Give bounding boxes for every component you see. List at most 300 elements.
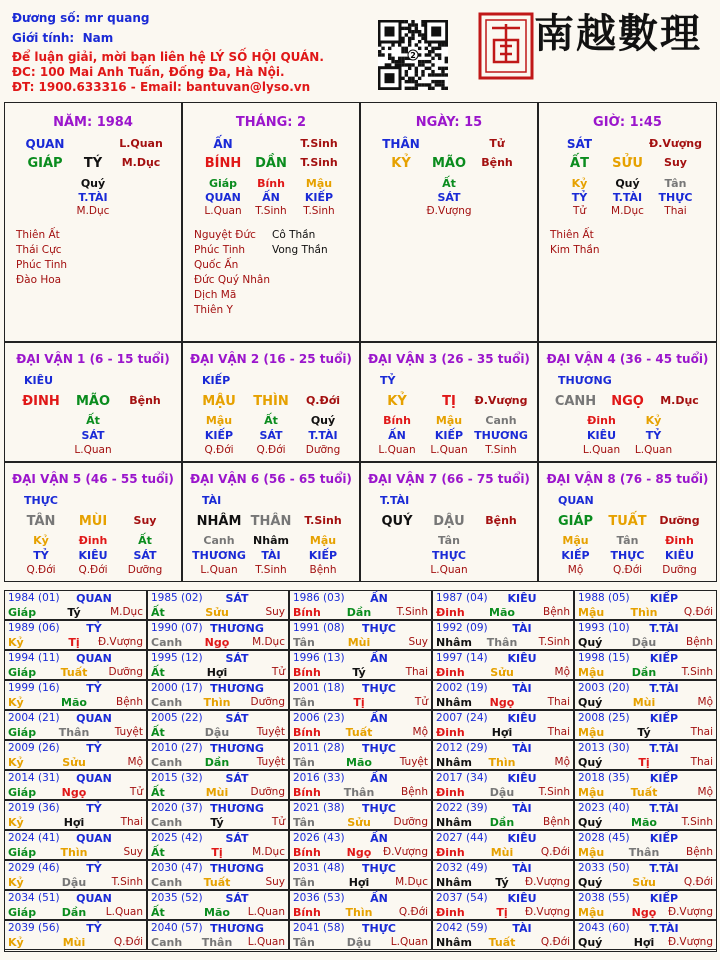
year-phase: Thai	[547, 726, 570, 738]
pillar-branch: MÃO	[431, 156, 467, 171]
year-god: TỶ	[86, 742, 102, 755]
year-branch: Tuất	[488, 936, 516, 949]
year-branch: Dần	[489, 816, 515, 829]
year-stem: Tân	[293, 876, 315, 889]
pillar-branch-phase: M.Dục	[121, 156, 161, 169]
daivan-hidden: T.Sinh	[485, 444, 517, 456]
year-stem: Mậu	[578, 606, 605, 619]
year-god: SÁT	[225, 712, 249, 725]
year-phase: Suy	[265, 606, 285, 618]
year-phase: Suy	[408, 636, 428, 648]
daivan-stem: QUÝ	[381, 514, 413, 529]
hidden-stem: Thai	[664, 205, 687, 217]
hidden-stem: Tử	[572, 205, 587, 217]
year-phase: Đ.Vượng	[382, 846, 428, 858]
year-label: 2012 (29)	[436, 742, 488, 754]
year-god: TỶ	[86, 682, 102, 695]
daivan-hidden: Q.Đới	[612, 564, 643, 576]
daivan-hidden: Nhâm	[253, 534, 289, 547]
year-stem: Nhâm	[436, 636, 472, 649]
year-god: TÀI	[512, 622, 532, 635]
hidden-stem: Giáp	[208, 177, 238, 190]
daivan-hidden: L.Quan	[200, 564, 238, 576]
daivan-phase: T.Sinh	[304, 514, 342, 527]
year-branch: Hợi	[63, 816, 85, 829]
year-label: 2009 (26)	[8, 742, 60, 754]
year-stem: Nhâm	[436, 816, 472, 829]
year-phase: Bệnh	[543, 606, 570, 618]
daivan-hidden: T.Sinh	[255, 564, 287, 576]
year-stem: Giáp	[8, 726, 37, 739]
year-branch: Thìn	[60, 846, 88, 859]
year-branch: Dậu	[61, 876, 87, 889]
year-god: THỰC	[362, 742, 396, 755]
year-stem: Giáp	[8, 606, 37, 619]
year-phase: Q.Đới	[683, 876, 713, 888]
year-branch: Thìn	[488, 756, 516, 769]
year-stem: Đinh	[436, 666, 465, 679]
year-stem: Kỷ	[8, 756, 24, 769]
year-god: QUAN	[76, 712, 112, 725]
year-branch: Dậu	[204, 726, 230, 739]
year-label: 2017 (34)	[436, 772, 488, 784]
hidden-stem: QUAN	[205, 191, 241, 204]
year-branch: Ngọ	[346, 846, 372, 859]
year-branch: Ngọ	[489, 696, 515, 709]
year-stem: Nhâm	[436, 876, 472, 889]
year-god: QUAN	[76, 592, 112, 605]
gender-label: Giới tính:	[12, 31, 75, 45]
daivan-stem: NHÂM	[196, 514, 242, 529]
year-god: THỰC	[362, 622, 396, 635]
year-god: THƯƠNG	[210, 862, 264, 875]
year-phase: M.Dục	[395, 876, 428, 888]
year-god: KIẾP	[649, 592, 679, 605]
year-stem: Giáp	[8, 906, 37, 919]
pillar-stem-phase: T.Sinh	[300, 137, 338, 150]
daivan-hidden: TỶ	[645, 429, 662, 442]
daivan-title: ĐẠI VẬN 7 (66 - 75 tuổi)	[368, 472, 530, 486]
pillar-stem: BÍNH	[204, 156, 242, 171]
hidden-stem: KIẾP	[304, 191, 334, 204]
year-branch: Tị	[211, 846, 223, 859]
year-label: 2026 (43)	[293, 832, 345, 844]
year-branch: Mùi	[205, 786, 229, 799]
year-phase: M.Dục	[252, 636, 285, 648]
year-god: KIÊU	[507, 592, 537, 605]
daivan-branch: MÃO	[75, 394, 111, 409]
year-phase: Bệnh	[116, 696, 143, 708]
year-stem: Nhâm	[436, 936, 472, 949]
daivan-hidden: Q.Đới	[26, 564, 56, 576]
year-label: 2030 (47)	[151, 862, 203, 874]
daivan-hidden: Canh	[485, 414, 517, 427]
daivan-hidden: Canh	[203, 534, 235, 547]
contact-line: Để luận giải, mời bạn liên hệ LÝ SỐ HỘI QUÁN.	[12, 50, 324, 64]
year-stem: Bính	[293, 726, 321, 739]
year-god: QUAN	[76, 892, 112, 905]
year-phase: T.Sinh	[111, 876, 143, 888]
year-branch: Thân	[628, 846, 660, 859]
year-god: ẤN	[370, 832, 388, 845]
year-phase: Đ.Vượng	[667, 936, 713, 948]
year-phase: L.Quan	[390, 936, 428, 948]
year-branch: Ngọ	[204, 636, 230, 649]
year-stem: Mậu	[578, 726, 605, 739]
year-branch: Mùi	[347, 636, 371, 649]
pillar-stem-god: QUAN	[25, 137, 65, 151]
year-branch: Tuất	[203, 876, 231, 889]
year-label: 2024 (41)	[8, 832, 60, 844]
daivan-god: QUAN	[558, 494, 594, 507]
year-stem: Canh	[151, 936, 183, 949]
year-stem: Đinh	[436, 726, 465, 739]
star-item: Nguyệt Đức	[194, 229, 256, 241]
year-god: KIẾP	[649, 712, 679, 725]
year-phase: Suy	[123, 846, 143, 858]
year-label: 2019 (36)	[8, 802, 60, 814]
year-branch: Mùi	[62, 936, 86, 949]
year-god: THƯƠNG	[210, 802, 264, 815]
year-stem: Quý	[578, 636, 603, 649]
hidden-stem: SÁT	[437, 191, 461, 204]
year-branch: Thân	[486, 636, 518, 649]
daivan-hidden: T.TÀI	[308, 429, 338, 442]
pillar-title: NĂM: 1984	[53, 115, 133, 130]
year-god: THỰC	[362, 682, 396, 695]
star-item: Kim Thần	[550, 244, 600, 256]
star-item: Đức Quý Nhân	[194, 274, 270, 286]
year-label: 1999 (16)	[8, 682, 60, 694]
year-god: TỶ	[86, 922, 102, 935]
year-label: 1991 (08)	[293, 622, 345, 634]
year-phase: L.Quan	[105, 906, 143, 918]
year-phase: Q.Đới	[540, 936, 570, 948]
daivan-hidden: ẤN	[388, 429, 406, 442]
year-label: 2040 (57)	[151, 922, 203, 934]
year-branch: Tý	[352, 666, 366, 679]
year-god: KIẾP	[649, 832, 679, 845]
pillar-stem-phase: Đ.Vượng	[648, 137, 703, 150]
pillar-title: THÁNG: 2	[235, 115, 307, 130]
daivan-stem: GIÁP	[557, 514, 594, 529]
year-label: 2023 (40)	[578, 802, 630, 814]
year-branch: Ngọ	[631, 906, 657, 919]
year-phase: T.Sinh	[538, 636, 570, 648]
year-label: 2033 (50)	[578, 862, 630, 874]
daivan-stem: ĐINH	[22, 394, 60, 409]
year-stem: Tân	[293, 816, 315, 829]
phone-email-line: ĐT: 1900.633316 - Email: bantuvan@lyso.vn	[12, 80, 311, 94]
year-god: THƯƠNG	[210, 922, 264, 935]
hidden-stem: Tân	[664, 177, 687, 190]
year-branch: Sửu	[347, 816, 371, 829]
daivan-title: ĐẠI VẬN 8 (76 - 85 tuổi)	[546, 472, 709, 486]
daivan-hidden: Kỷ	[645, 414, 662, 427]
year-phase: Đ.Vượng	[667, 906, 713, 918]
year-branch: Mão	[489, 606, 515, 619]
hidden-stem: THỰC	[658, 191, 693, 204]
year-label: 2027 (44)	[436, 832, 488, 844]
year-stem: Tân	[293, 636, 315, 649]
year-stem: Bính	[293, 786, 321, 799]
pillar-branch: SỬU	[612, 156, 643, 171]
year-stem: Quý	[578, 696, 603, 709]
logo-calligraphy: 南越數理	[534, 10, 702, 57]
pillar-title: NGÀY: 15	[415, 115, 483, 130]
pillar-branch-phase: Bệnh	[481, 156, 513, 169]
year-phase: Mộ	[412, 726, 428, 738]
daivan-phase: Bệnh	[129, 394, 161, 407]
daivan-stem: TÂN	[26, 514, 56, 529]
daivan-hidden: Quý	[310, 414, 336, 427]
year-phase: Mộ	[554, 666, 570, 678]
year-branch: Sửu	[490, 666, 514, 679]
year-stem: Đinh	[436, 846, 465, 859]
star-item: Thiên Y	[194, 304, 233, 316]
year-god: QUAN	[76, 832, 112, 845]
daivan-branch: THÌN	[253, 394, 289, 409]
year-phase: T.Sinh	[681, 666, 713, 678]
year-label: 1988 (05)	[578, 592, 630, 604]
year-branch: Dần	[204, 756, 230, 769]
year-god: SÁT	[225, 772, 249, 785]
year-branch: Ngọ	[61, 786, 87, 799]
year-label: 2006 (23)	[293, 712, 345, 724]
hidden-stem: L.Quan	[204, 205, 242, 217]
daivan-phase: Dưỡng	[659, 514, 700, 527]
year-god: TÀI	[512, 682, 532, 695]
year-phase: Thai	[547, 696, 570, 708]
year-god: QUAN	[76, 772, 112, 785]
year-label: 2037 (54)	[436, 892, 488, 904]
year-god: THƯƠNG	[210, 742, 264, 755]
year-phase: Bệnh	[401, 786, 428, 798]
year-god: SÁT	[225, 652, 249, 665]
year-phase: Thai	[405, 666, 428, 678]
year-stem: Đinh	[436, 906, 465, 919]
hidden-stem: T.Sinh	[303, 205, 335, 217]
daivan-hidden: KIẾP	[204, 429, 234, 442]
year-phase: M.Dục	[110, 606, 143, 618]
year-branch: Dần	[346, 606, 372, 619]
year-label: 2028 (45)	[578, 832, 630, 844]
year-phase: Tử	[271, 816, 285, 828]
year-phase: Tử	[414, 696, 428, 708]
year-label: 1985 (02)	[151, 592, 203, 604]
pillar-title: GIỜ: 1:45	[593, 115, 662, 130]
year-phase: Dưỡng	[250, 786, 285, 798]
year-phase: Q.Đới	[113, 936, 143, 948]
gender-value: Nam	[82, 31, 114, 45]
daivan-hidden: Dưỡng	[662, 564, 697, 576]
year-phase: L.Quan	[247, 906, 285, 918]
pillar-stem-god: THÂN	[382, 137, 420, 151]
year-branch: Dậu	[489, 786, 515, 799]
daivan-hidden: Q.Đới	[256, 444, 286, 456]
daivan-hidden: Mậu	[562, 534, 589, 547]
pillar-stem: GIÁP	[27, 156, 63, 171]
hidden-stem: M.Dục	[611, 205, 644, 217]
year-stem: Ất	[151, 906, 165, 919]
hidden-stem: Quý	[80, 177, 106, 190]
year-god: TÀI	[512, 742, 532, 755]
year-label: 2038 (55)	[578, 892, 630, 904]
year-god: SÁT	[225, 832, 249, 845]
year-god: T.TÀI	[649, 742, 679, 755]
year-stem: Canh	[151, 816, 183, 829]
year-god: TÀI	[512, 862, 532, 875]
year-branch: Tị	[638, 756, 650, 769]
year-phase: Đ.Vượng	[524, 906, 570, 918]
year-label: 2034 (51)	[8, 892, 60, 904]
year-god: T.TÀI	[649, 862, 679, 875]
year-label: 2008 (25)	[578, 712, 630, 724]
year-branch: Mùi	[632, 696, 656, 709]
year-god: TÀI	[512, 922, 532, 935]
year-stem: Kỷ	[8, 876, 24, 889]
year-phase: Suy	[265, 876, 285, 888]
year-label: 1992 (09)	[436, 622, 488, 634]
pillar-stem-god: ẤN	[213, 137, 233, 151]
daivan-hidden: SÁT	[81, 429, 105, 442]
svg-text:2: 2	[410, 51, 416, 60]
year-label: 1990 (07)	[151, 622, 203, 634]
daivan-hidden: KIẾP	[434, 429, 464, 442]
star-item: Thiên Ất	[16, 229, 60, 241]
year-label: 1995 (12)	[151, 652, 203, 664]
year-label: 2041 (58)	[293, 922, 345, 934]
year-stem: Quý	[578, 936, 603, 949]
daivan-hidden: KIẾP	[561, 549, 590, 562]
gender	[12, 32, 113, 44]
year-branch: Hợi	[491, 726, 513, 739]
year-branch: Tị	[496, 906, 508, 919]
daivan-god: T.TÀI	[380, 494, 410, 507]
year-stem: Mậu	[578, 846, 605, 859]
daivan-hidden: L.Quan	[430, 444, 468, 456]
year-label: 2025 (42)	[151, 832, 203, 844]
daivan-stem: MẬU	[202, 394, 236, 409]
year-stem: Quý	[578, 876, 603, 889]
star-item: Cô Thần	[272, 229, 316, 241]
year-stem: Canh	[151, 756, 183, 769]
year-branch: Tuất	[345, 726, 373, 739]
pillar-branch: DẦN	[255, 156, 287, 171]
year-phase: Tử	[129, 786, 143, 798]
year-label: 2022 (39)	[436, 802, 488, 814]
daivan-title: ĐẠI VẬN 6 (56 - 65 tuổi)	[190, 472, 352, 486]
daivan-hidden: Tân	[438, 534, 460, 547]
daivan-hidden: L.Quan	[582, 444, 621, 456]
daivan-hidden: L.Quan	[378, 444, 416, 456]
daivan-stem: CANH	[554, 394, 597, 409]
year-god: KIẾP	[649, 772, 679, 785]
year-branch: Thìn	[630, 606, 658, 619]
star-item: Thái Cực	[16, 244, 62, 256]
year-stem: Quý	[578, 756, 603, 769]
year-god: T.TÀI	[649, 622, 679, 635]
year-branch: Tý	[495, 876, 509, 889]
star-item: Phúc Tinh	[194, 244, 246, 256]
year-label: 2010 (27)	[151, 742, 203, 754]
daivan-hidden: THƯƠNG	[192, 549, 246, 562]
year-phase: Mộ	[697, 696, 713, 708]
daivan-hidden: THƯƠNG	[474, 429, 528, 442]
year-stem: Giáp	[8, 846, 37, 859]
year-phase: Thai	[690, 756, 713, 768]
year-god: KIÊU	[507, 832, 537, 845]
daivan-hidden: Ất	[138, 534, 152, 547]
year-label: 2011 (28)	[293, 742, 345, 754]
year-stem: Canh	[151, 636, 183, 649]
year-stem: Nhâm	[436, 696, 472, 709]
year-god: ẤN	[370, 712, 388, 725]
year-stem: Canh	[151, 876, 183, 889]
year-branch: Thân	[343, 786, 375, 799]
daivan-hidden: KIẾP	[308, 549, 338, 562]
year-label: 2001 (18)	[293, 682, 345, 694]
star-item: Dịch Mã	[194, 289, 237, 301]
year-label: 2018 (35)	[578, 772, 630, 784]
hidden-stem: Mậu	[305, 177, 333, 190]
year-branch: Dậu	[346, 936, 372, 949]
year-branch: Dậu	[631, 636, 657, 649]
daivan-hidden: L.Quan	[634, 444, 673, 456]
year-label: 1996 (13)	[293, 652, 345, 664]
year-stem: Ất	[151, 846, 165, 859]
year-god: TỶ	[86, 802, 102, 815]
year-god: ẤN	[370, 652, 388, 665]
year-stem: Bính	[293, 906, 321, 919]
year-label: 2020 (37)	[151, 802, 203, 814]
daivan-stem: KỶ	[387, 394, 407, 409]
year-label: 2005 (22)	[151, 712, 203, 724]
year-god: THƯƠNG	[210, 622, 264, 635]
pillar-stem-god: SÁT	[566, 137, 593, 151]
year-stem: Giáp	[8, 786, 37, 799]
hidden-stem: Quý	[615, 177, 640, 190]
daivan-phase: Q.Đới	[305, 394, 341, 407]
year-label: 1984 (01)	[8, 592, 60, 604]
daivan-god: TÀI	[202, 494, 222, 507]
year-phase: Mộ	[697, 786, 713, 798]
year-label: 2002 (19)	[436, 682, 488, 694]
daivan-branch: TUẤT	[608, 514, 647, 529]
star-item: Phúc Tinh	[16, 259, 68, 271]
daivan-phase: Đ.Vượng	[474, 394, 528, 407]
year-branch: Thân	[58, 726, 90, 739]
year-stem: Giáp	[8, 666, 37, 679]
hidden-stem: TỶ	[571, 191, 588, 204]
year-god: KIẾP	[649, 652, 679, 665]
year-label: 1994 (11)	[8, 652, 60, 664]
year-phase: Mộ	[554, 756, 570, 768]
year-branch: Hợi	[206, 666, 228, 679]
year-phase: T.Sinh	[681, 816, 713, 828]
daivan-hidden: Đinh	[665, 534, 694, 547]
daivan-hidden: THỰC	[432, 549, 466, 562]
year-phase: Thai	[690, 726, 713, 738]
year-stem: Mậu	[578, 786, 605, 799]
year-stem: Kỷ	[8, 936, 24, 949]
year-god: KIÊU	[507, 712, 537, 725]
pillar-stem: ẤT	[570, 156, 589, 171]
year-god: THƯƠNG	[210, 682, 264, 695]
year-label: 2007 (24)	[436, 712, 488, 724]
year-branch: Mão	[346, 756, 372, 769]
daivan-title: ĐẠI VẬN 5 (46 - 55 tuổi)	[12, 472, 174, 486]
